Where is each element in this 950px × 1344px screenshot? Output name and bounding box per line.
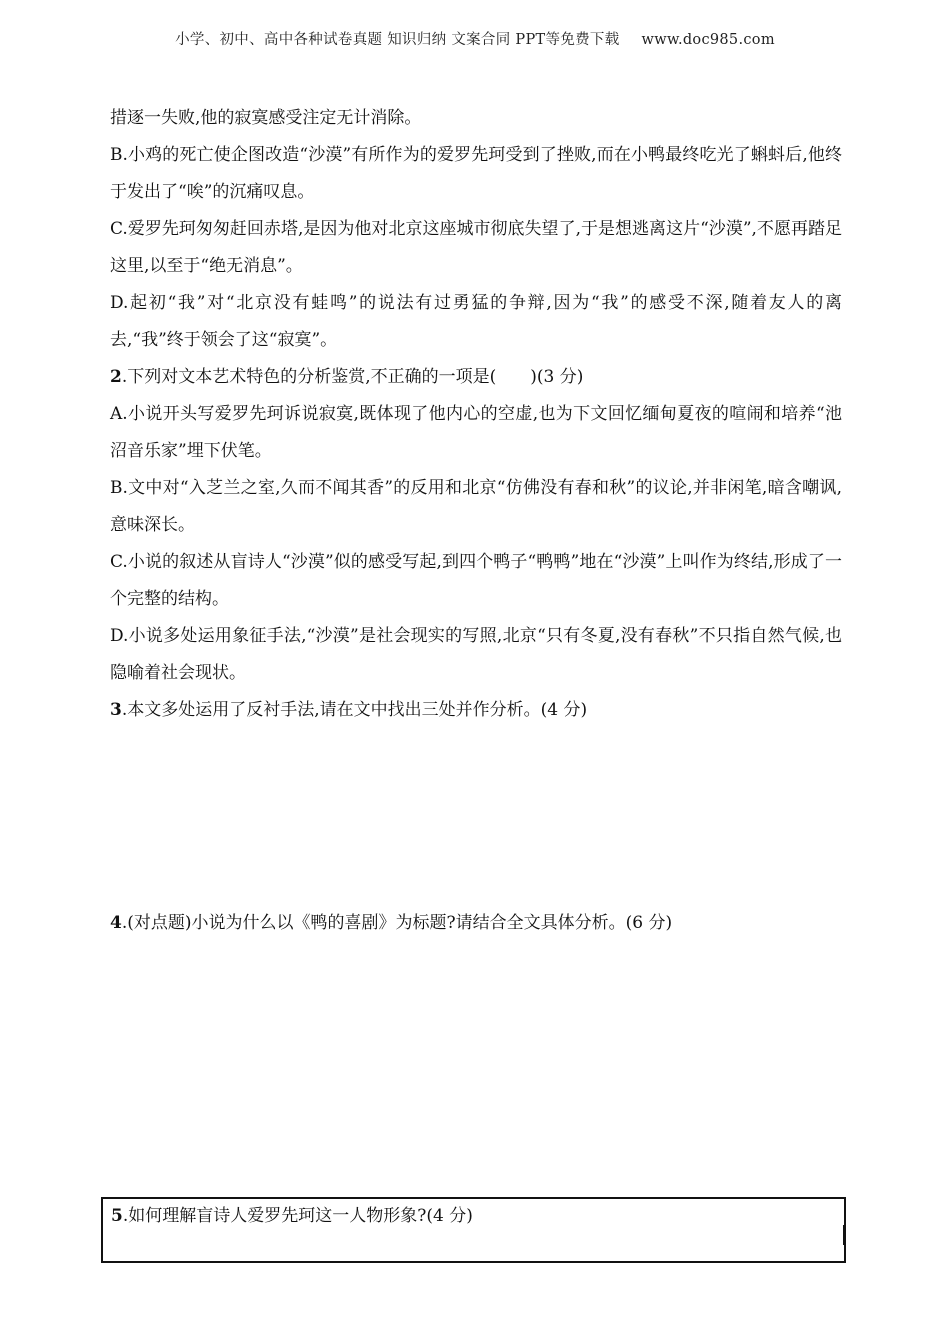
q1-option-c: C.爱罗先珂匆匆赶回赤塔,是因为他对北京这座城市彻底失望了,于是想逃离这片“沙漠”,不愿再踏足这里,以至于“绝无消息”。 <box>110 219 842 276</box>
q2-stem <box>110 359 842 396</box>
q5-answer-box <box>101 1197 846 1263</box>
q1-option-d: D.起初“我”对“北京没有蛙鸣”的说法有过勇猛的争辩,因为“我”的感受不深,随着友人的离去,“我”终于领会了这“寂寞”。 <box>110 293 842 350</box>
q4-text: .(对点题)小说为什么以《鸭的喜剧》为标题?请结合全文具体分析。(6 分) <box>121 913 673 933</box>
q3-number: 3 <box>110 700 122 720</box>
q4-number: 4 <box>110 913 122 933</box>
q5-number: 5 <box>111 1206 123 1226</box>
q2-option-d: D.小说多处运用象征手法,“沙漠”是社会现实的写照,北京“只有冬夏,没有春秋”不只指自然气候,也隐喻着社会现状。 <box>110 626 842 683</box>
q2-option-c: C.小说的叙述从盲诗人“沙漠”似的感受写起,到四个鸭子“鸭鸭”地在“沙漠”上叫作为终结,形成了一个完整的结构。 <box>110 552 842 609</box>
box-edge-mark <box>843 1225 846 1245</box>
header-url[interactable]: www.doc985.com <box>641 32 775 48</box>
q3-text: .本文多处运用了反衬手法,请在文中找出三处并作分析。(4 分) <box>121 700 588 720</box>
question-body <box>110 100 842 692</box>
q3-stem <box>110 692 842 729</box>
q2-number: 2 <box>110 367 122 387</box>
q2-option-b: B.文中对“入芝兰之室,久而不闻其香”的反用和北京“仿佛没有春和秋”的议论,并非闲笔,暗含嘲讽,意味深长。 <box>110 478 842 535</box>
q1-option-a-tail: 措逐一失败,他的寂寞感受注定无计消除。 <box>110 108 422 128</box>
q5-text: .如何理解盲诗人爱罗先珂这一人物形象?(4 分) <box>122 1206 473 1226</box>
q1-option-b: B.小鸡的死亡使企图改造“沙漠”有所作为的爱罗先珂受到了挫败,而在小鸭最终吃光了蝌蚪后,他终于发出了“唉”的沉痛叹息。 <box>110 145 842 202</box>
header-text: 小学、初中、高中各种试卷真题 知识归纳 文案合同 PPT等免费下载 <box>175 32 620 48</box>
q5-stem <box>111 1201 473 1231</box>
q2-option-a: A.小说开头写爱罗先珂诉说寂寞,既体现了他内心的空虚,也为下文回忆缅甸夏夜的喧闹和培养“池沼音乐家”埋下伏笔。 <box>110 404 842 461</box>
q4-stem <box>110 905 842 942</box>
q2-text: .下列对文本艺术特色的分析鉴赏,不正确的一项是( )(3 分) <box>121 367 584 387</box>
page-header <box>0 28 950 49</box>
